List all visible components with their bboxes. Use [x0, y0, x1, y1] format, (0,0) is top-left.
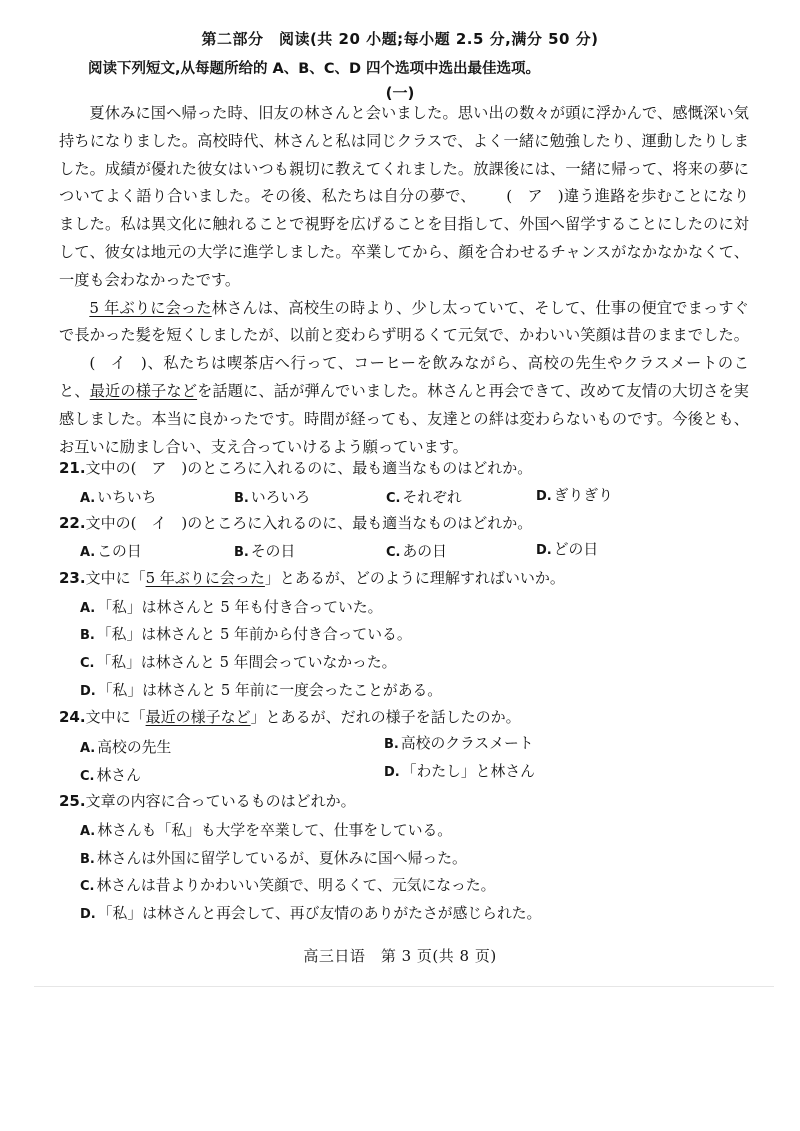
option-21-a[interactable]: A. いちいち [80, 489, 157, 506]
passage-text: を話題に、話が弾んでいました。林さんと再会できて、改めて友情の大切さを実感しました。本当に良かったです。時間が経っても、友達との絆は変わらないものです。今後とも、お互いに励まし合い、支え合っていけるよう願っています。 [59, 381, 749, 456]
question-22 [59, 512, 759, 533]
option-23-d[interactable]: D. 「私」は林さんと 5 年前に一度会ったことがある。 [80, 682, 443, 699]
option-25-a[interactable]: A. 林さんも「私」も大学を卒業して、仕事をしている。 [80, 822, 453, 839]
option-21-c[interactable]: C. それぞれ [386, 489, 462, 506]
question-23 [59, 567, 759, 588]
reading-passage [59, 100, 749, 461]
question-stem: 文章の内容に合っているものはどれか。 [85, 792, 356, 810]
option-24-b[interactable]: B. 高校のクラスメート [384, 735, 534, 752]
passage-text: 、私たちは喫茶店へ行って、コーヒーを飲みながら、高校の先生やクラスメートのこと、 [59, 354, 749, 400]
question-stem: 文中に「 [85, 569, 146, 587]
passage-text: 違う進路を歩むことになりました。私は異文化に触れることで視野を広げることを目指して、外国へ留学することにしたのに対して、彼女は地元の大学に進学しました。卒業してから、顔を合わせるチャンスがなかなかなくて、一度も会わなかったです。 [59, 187, 750, 289]
option-22-d[interactable]: D. どの日 [536, 541, 599, 558]
question-number: 23. [59, 569, 86, 587]
question-number: 22. [59, 514, 86, 532]
question-number: 25. [59, 792, 86, 810]
question-stem: 文中の( イ )のところに入れるのに、最も適当なものはどれか。 [85, 514, 533, 532]
question-underlined-phrase: 5 年ぶりに会った [145, 569, 265, 587]
option-25-d[interactable]: D. 「私」は林さんと再会して、再び友情のありがたさが感じられた。 [80, 905, 542, 922]
question-stem: 」とあるが、どのように理解すればいいか。 [264, 569, 565, 587]
question-25 [59, 790, 759, 811]
option-22-b[interactable]: B. その日 [234, 543, 296, 560]
option-23-a[interactable]: A. 「私」は林さんと 5 年も付き合っていた。 [80, 599, 383, 616]
blank-a: ( ア ) [506, 187, 564, 206]
underlined-phrase-2: 最近の様子など [89, 381, 198, 400]
option-25-c[interactable]: C. 林さんは昔よりかわいい笑顔で、明るくて、元気になった。 [80, 877, 496, 894]
passage-paragraph-1 [59, 100, 749, 295]
option-24-a[interactable]: A. 高校の先生 [80, 739, 172, 756]
option-23-b[interactable]: B. 「私」は林さんと 5 年前から付き合っている。 [80, 626, 412, 643]
blank-b: ( イ ) [89, 354, 147, 373]
option-22-a[interactable]: A. この日 [80, 543, 142, 560]
option-21-b[interactable]: B. いろいろ [234, 489, 311, 506]
question-stem: 文中の( ア )のところに入れるのに、最も適当なものはどれか。 [85, 459, 533, 477]
option-24-d[interactable]: D. 「わたし」と林さん [384, 763, 535, 780]
passage-text: 林さんは、高校生の時より、少し太っていて、そして、仕事の便宜でまっすぐで長かった髪を短くしましたが、以前と変わらず明るくて元気で、かわいい笑顔は昔のままでした。 [59, 298, 749, 345]
page-footer: 高三日语 第 3 页(共 8 页) [303, 947, 497, 965]
underlined-phrase-1: 5 年ぶりに会った [89, 298, 212, 317]
passage-number: (一) [385, 84, 415, 102]
passage-text: 夏休みに国へ帰った時、旧友の林さんと会いました。思い出の数々が頭に浮かんで、感慨深い気持ちになりました。高校時代、林さんと私は同じクラスで、よく一緒に勉強したり、運動したりしました。成績が優れた彼女はいつも親切に教えてくれました。放課後には、一緒に帰って、将来の夢についてよく語り合いました。その後、私たちは自分の夢で、 [59, 104, 749, 206]
option-23-c[interactable]: C. 「私」は林さんと 5 年間会っていなかった。 [80, 654, 397, 671]
section-title: 第二部分 阅读(共 20 小题;每小题 2.5 分,满分 50 分) [201, 30, 599, 48]
passage-paragraph-2 [59, 295, 749, 462]
question-underlined-phrase: 最近の様子など [145, 708, 251, 726]
question-24 [59, 706, 759, 727]
option-25-b[interactable]: B. 林さんは外国に留学しているが、夏休みに国へ帰った。 [80, 850, 467, 867]
question-stem: 」とあるが、だれの様子を話したのか。 [250, 708, 521, 726]
option-24-c[interactable]: C. 林さん [80, 767, 141, 784]
scan-edge-line [34, 986, 774, 987]
option-21-d[interactable]: D. ぎりぎり [536, 487, 613, 504]
instruction: 阅读下列短文,从每题所给的 A、B、C、D 四个选项中选出最佳选项。 [88, 61, 541, 77]
question-number: 21. [59, 459, 86, 477]
question-number: 24. [59, 708, 86, 726]
question-stem: 文中に「 [85, 708, 146, 726]
option-22-c[interactable]: C. あの日 [386, 543, 447, 560]
question-21 [59, 457, 759, 478]
